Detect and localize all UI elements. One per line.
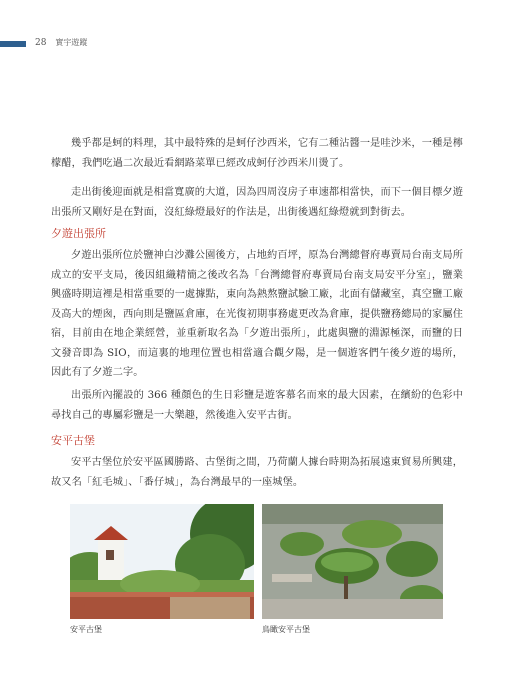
book-title: 實宇遊蹤 <box>55 38 88 47</box>
section1-text <box>51 246 463 383</box>
page-number: 28 <box>35 38 47 48</box>
section2-text <box>51 453 463 492</box>
paragraph: 幾乎都是蚵的料理，其中最特殊的是蚵仔沙西米，它有二種沾醬一是哇沙米，一種是檸檬醋，我們吃過二次最近看網路菜單已經改成蚵仔沙西米川燙了。 <box>51 138 463 169</box>
section1-text-2 <box>51 386 463 425</box>
paragraph: 夕遊出張所位於鹽神白沙灘公園後方，占地約百坪，原為台灣總督府專賣局台南支局所成立的安平支局，後因組織精簡之後改名為「台灣總督府專賣局台南支局安平分室」，鹽業興盛時期這裡是相當重要的一處據點，東向為熱熬鹽試驗工廠，北面有儲藏室，真空鹽工廠及高大的煙囪，西向則是鹽區倉庫，在光復初期事務處更改為倉庫，提供鹽務總局的家屬住宿，目前由在地企業經營，並重新取名為「夕遊出張所」，此處與鹽的淵源極深，而鹽的日文發音即為 SIO，而這裏的地理位置也相當適合觀夕陽，是一個遊客們午後夕遊的場所，因此有了夕遊二字。 <box>51 250 463 378</box>
running-header <box>35 37 87 48</box>
aerial-photo <box>262 504 443 619</box>
intro-text-2 <box>51 183 463 222</box>
paragraph: 安平古堡位於安平區國勝路、古堡街之間，乃荷蘭人據台時期為拓展遠東貿易所興建，故又名「紅毛城」、「番仔城」，為台灣最早的一座城堡。 <box>51 457 463 488</box>
paragraph: 出張所內擺設的 366 種顏色的生日彩鹽是遊客慕名而來的最大因素，在繽紛的色彩中尋找自己的專屬彩鹽是一大樂趣，然後進入安平古街。 <box>51 390 463 421</box>
fort-photo <box>70 504 254 619</box>
section-title: 夕遊出張所 <box>51 227 106 240</box>
section-title: 安平古堡 <box>51 434 95 447</box>
photo-caption: 鳥瞰安平古堡 <box>262 625 310 634</box>
paragraph: 走出街後迎面就是相當寬廣的大道，因為四周沒房子車速都相當快，而下一個目標夕遊出張所又剛好是在對面，沒紅綠燈最好的作法是，出街後遇紅綠燈就到對街去。 <box>51 187 463 218</box>
header-accent-bar <box>0 41 26 47</box>
intro-text <box>51 134 463 173</box>
photo-caption: 安平古堡 <box>70 625 102 634</box>
